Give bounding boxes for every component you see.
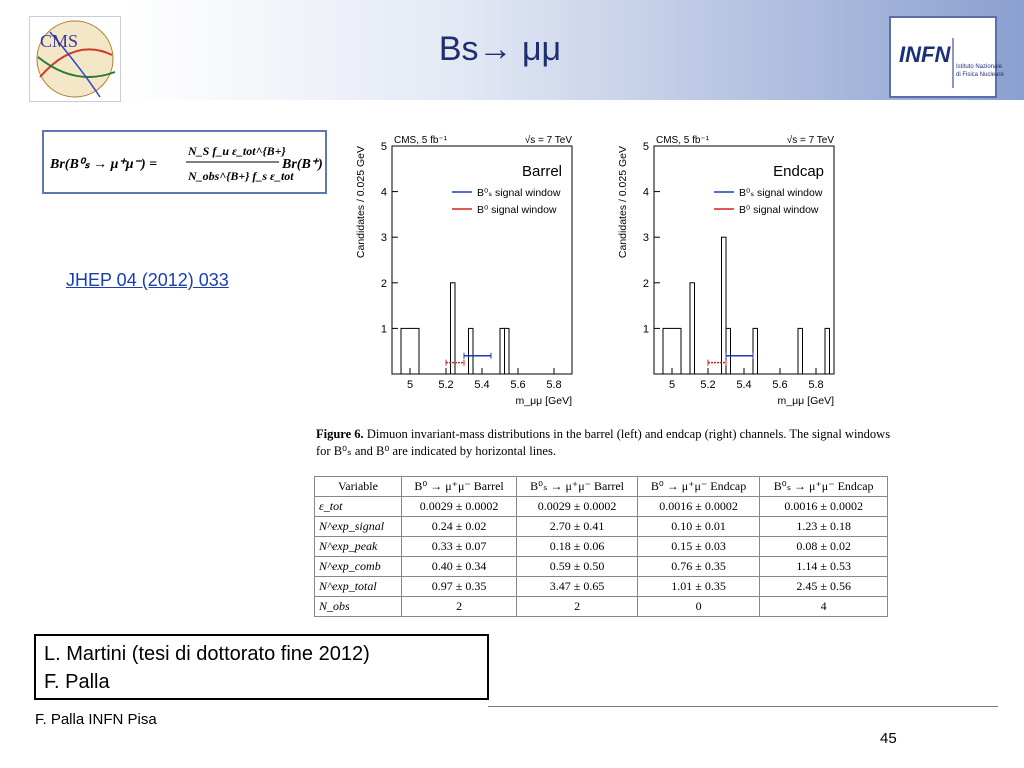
table-header: B⁰ → μ⁺μ⁻ Barrel [401, 477, 516, 497]
y-axis-label: Candidates / 0.025 GeV [355, 146, 367, 259]
table-cell: 0.18 ± 0.06 [517, 537, 638, 557]
x-tick-label: 5 [668, 379, 676, 391]
table-header: B⁰ → μ⁺μ⁻ Endcap [637, 477, 759, 497]
table-header-row [315, 477, 888, 497]
table-cell: 2.70 ± 0.41 [517, 517, 638, 537]
barrel-histogram [350, 130, 600, 415]
plot-header-right: √s = 7 TeV [786, 135, 834, 146]
y-tick-label: 3 [380, 232, 387, 245]
author-line-1: L. Martini (tesi di dottorato fine 2012) [44, 643, 370, 665]
plot-title: Endcap [773, 163, 824, 180]
x-tick-label: 5.6 [772, 379, 788, 391]
table-cell: 0.15 ± 0.03 [637, 537, 759, 557]
table-cell: 0.08 ± 0.02 [760, 537, 888, 557]
table-cell: 0.76 ± 0.35 [637, 557, 759, 577]
table-header: B⁰ₛ → μ⁺μ⁻ Endcap [760, 477, 888, 497]
author-box [34, 634, 489, 700]
histogram-bar [825, 328, 830, 374]
infn-logo-graphic [891, 18, 1004, 96]
table-cell: 0.59 ± 0.50 [517, 557, 638, 577]
x-axis-label: m_μμ [GeV] [515, 395, 572, 407]
table-cell: 3.47 ± 0.65 [517, 577, 638, 597]
table-cell: N^exp_peak [315, 537, 402, 557]
x-tick-label: 5.8 [546, 379, 562, 391]
x-tick-label: 5.2 [700, 379, 716, 391]
histogram-bar [690, 283, 695, 374]
table-cell: N^exp_signal [315, 517, 402, 537]
plot-header-left: CMS, 5 fb⁻¹ [656, 135, 710, 146]
histogram-bar [500, 328, 505, 374]
y-tick-label: 5 [380, 141, 387, 153]
x-axis-label: m_μμ [GeV] [777, 395, 834, 407]
histogram-bar [726, 328, 731, 374]
endcap-histogram [612, 130, 862, 415]
page-number: 45 [880, 730, 897, 747]
table-cell: 2 [517, 597, 638, 617]
histogram-bar [663, 328, 681, 374]
y-tick-label: 1 [642, 323, 649, 336]
table-cell: 1.14 ± 0.53 [760, 557, 888, 577]
histogram-bar [753, 328, 758, 374]
table-cell: 1.23 ± 0.18 [760, 517, 888, 537]
table-cell: 0.0029 ± 0.0002 [517, 497, 638, 517]
legend-label: B⁰ signal window [477, 204, 557, 216]
legend-label: B⁰ signal window [739, 204, 819, 216]
table-cell: 0.24 ± 0.02 [401, 517, 516, 537]
plot-header-left: CMS, 5 fb⁻¹ [394, 135, 448, 146]
table-row [315, 497, 888, 517]
histogram-bar [451, 283, 456, 374]
legend-label: B⁰ₛ signal window [477, 187, 561, 199]
y-tick-label: 5 [642, 141, 649, 153]
legend-label: B⁰ₛ signal window [739, 187, 823, 199]
table-row [315, 517, 888, 537]
x-tick-label: 5.4 [736, 379, 752, 391]
infn-logo-sub2: di Fisica Nucleare [956, 72, 1004, 78]
slide-title: Bs→ μμ [438, 30, 562, 68]
y-tick-label: 2 [380, 277, 387, 290]
footer-divider [488, 706, 998, 707]
x-tick-label: 5 [406, 379, 414, 391]
y-tick-label: 2 [642, 277, 649, 290]
formula-lhs: Br(B⁰ₛ → μ⁺μ⁻) = [50, 157, 158, 172]
cms-logo-graphic [30, 17, 120, 101]
caption-text: Dimuon invariant-mass distributions in the barrel (left) and endcap (right) channels. The signal windows for B⁰ₛ and B⁰ are indicated by horizontal lines. [316, 427, 891, 458]
y-tick-label: 1 [380, 323, 387, 336]
table-header: Variable [315, 477, 402, 497]
table-cell: 0.97 ± 0.35 [401, 577, 516, 597]
table-cell: 0.0016 ± 0.0002 [760, 497, 888, 517]
table-cell: ε_tot [315, 497, 402, 517]
x-tick-label: 5.8 [808, 379, 824, 391]
x-tick-label: 5.6 [510, 379, 526, 391]
figure-caption [316, 426, 896, 460]
infn-logo-text: INFN [899, 42, 951, 67]
table-cell: 0.0016 ± 0.0002 [637, 497, 759, 517]
table-header: B⁰ₛ → μ⁺μ⁻ Barrel [517, 477, 638, 497]
formula-denominator: N_obs^{B+} f_s ε_tot [188, 169, 294, 183]
table-row [315, 557, 888, 577]
y-axis-label: Candidates / 0.025 GeV [617, 146, 629, 259]
y-tick-label: 4 [380, 186, 387, 199]
y-tick-label: 3 [642, 232, 649, 245]
branching-ratio-formula [42, 130, 327, 194]
results-table [314, 476, 888, 617]
table-cell: 0.33 ± 0.07 [401, 537, 516, 557]
formula-rhs: Br(B⁺) [282, 157, 323, 172]
histogram-bar [505, 328, 510, 374]
table-cell: 0.0029 ± 0.0002 [401, 497, 516, 517]
table-cell: 0 [637, 597, 759, 617]
formula-numerator: N_S f_u ε_tot^{B+} [188, 144, 286, 158]
footer-text: F. Palla INFN Pisa [35, 711, 157, 728]
histogram-bar [798, 328, 803, 374]
histogram-bar [722, 237, 727, 374]
plot-header-right: √s = 7 TeV [524, 135, 572, 146]
caption-label: Figure 6. [316, 427, 364, 441]
author-line-2: F. Palla [44, 671, 110, 693]
infn-logo-sub1: Istituto Nazionale [956, 64, 1003, 70]
x-tick-label: 5.4 [474, 379, 490, 391]
infn-logo [889, 16, 1004, 98]
table-cell: 4 [760, 597, 888, 617]
table-cell: N^exp_comb [315, 557, 402, 577]
table-cell: 2.45 ± 0.56 [760, 577, 888, 597]
x-tick-label: 5.2 [438, 379, 454, 391]
histogram-bar [469, 328, 474, 374]
table-cell: N^exp_total [315, 577, 402, 597]
cms-logo [29, 16, 121, 102]
plot-title: Barrel [521, 163, 562, 180]
y-tick-label: 4 [642, 186, 649, 199]
table-row [315, 537, 888, 557]
table-cell: 0.10 ± 0.01 [637, 517, 759, 537]
cms-logo-text: CMS [40, 31, 79, 51]
table-cell: 0.40 ± 0.34 [401, 557, 516, 577]
table-row [315, 597, 888, 617]
table-cell: N_obs [315, 597, 402, 617]
table-cell: 2 [401, 597, 516, 617]
table-cell: 1.01 ± 0.35 [637, 577, 759, 597]
reference-link[interactable]: JHEP 04 (2012) 033 [66, 270, 229, 290]
histogram-bar [401, 328, 419, 374]
table-row [315, 577, 888, 597]
